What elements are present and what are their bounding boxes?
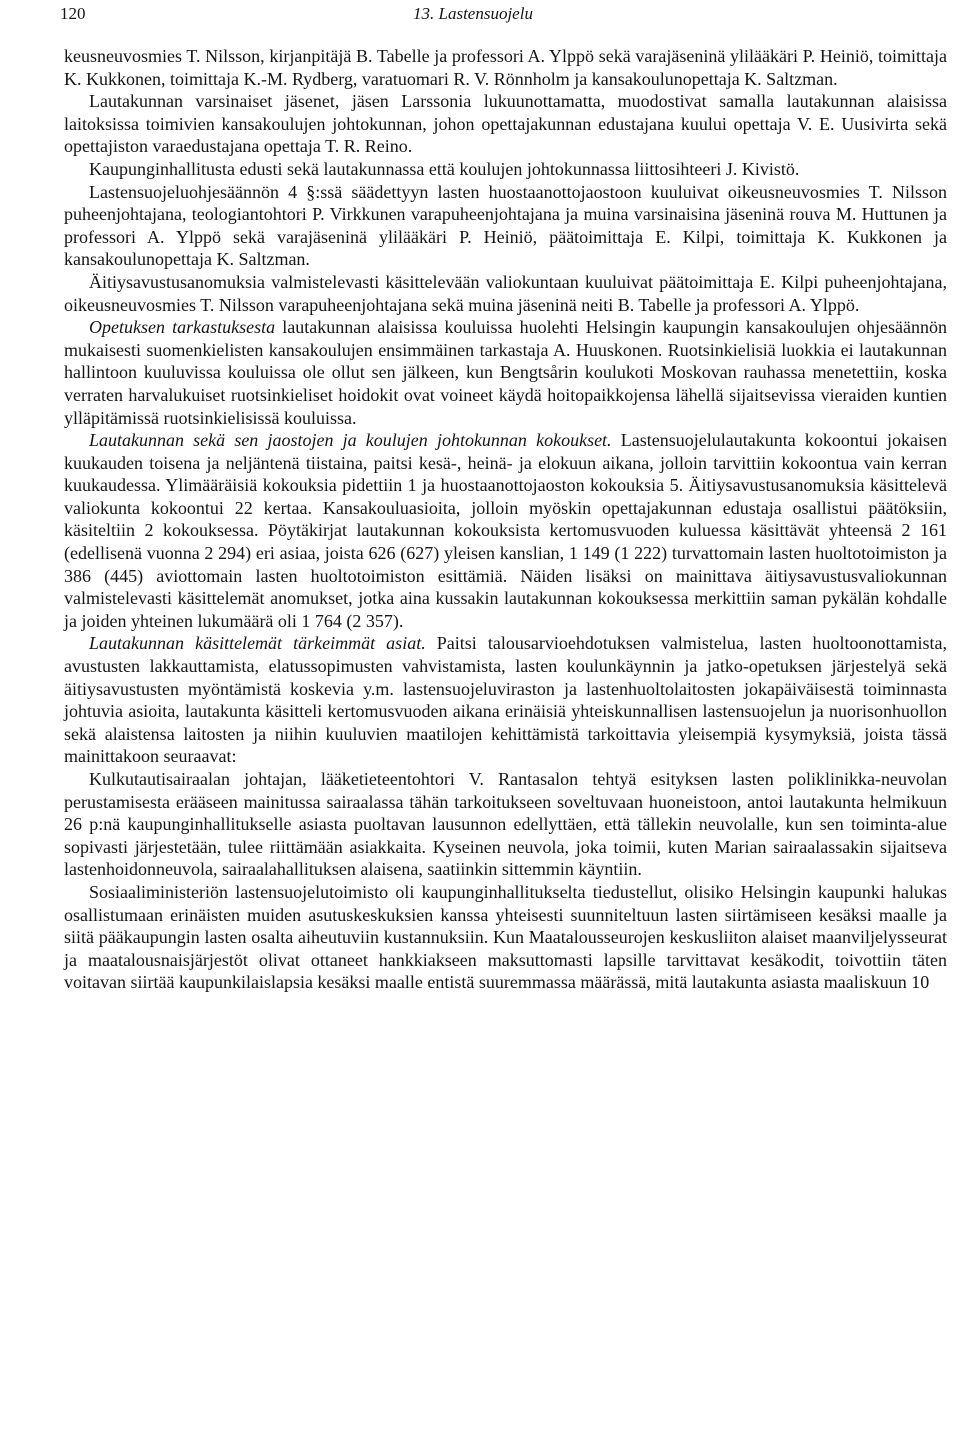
- paragraph-maternity-committee: [64, 271, 947, 316]
- paragraph-clinic: [64, 768, 947, 881]
- body-text: [64, 45, 947, 994]
- paragraph-text: Äitiysavustusanomuksia valmistelevasti käsittelevään valiokuntaan kuuluivat päätoimittaja E. Kilpi puheenjohtajana, oikeusneuvosmies T. Nilsson varapuheenjohtajana sekä muina jäseninä neiti B. Tabelle ja professori A. Ylppö.: [64, 271, 947, 315]
- paragraph-text: lautakunnan alaisissa kouluissa huolehti Helsingin kaupungin kansakoulujen ohjesäännön mukaisesti suomenkielisten kansakoulujen ensimmäinen tarkastaja A. Huuskonen. Ruotsinkielisiä luokkia ei lautakunnan hallintoon kuuluvissa kouluissa ole ollut sen jälkeen, kun Bengtsårin koulukoti Moskovan rauhassa menetettiin, koska verraten harvalukuiset ruotsinkieliset hoidokit ovat voineet käydä hoitopaikkojensa lähellä sijaitsevissa vieraiden kuntien ylläpitämissä ruotsinkielisissä kouluissa.: [64, 317, 948, 428]
- paragraph-main-matters: [64, 632, 947, 768]
- paragraph-custody-section: [64, 181, 947, 271]
- paragraph-teaching-inspection: [64, 316, 947, 429]
- paragraph-lead-heading: Lautakunnan käsittelemät tärkeimmät asiat.: [89, 633, 426, 654]
- paragraph-meetings: [64, 429, 947, 632]
- paragraph-summer-transfer: [64, 881, 947, 994]
- paragraph-committee-members: [64, 45, 947, 90]
- paragraph-text: Paitsi talousarvioehdotuksen valmistelua, lasten huoltoonottamista, avustusten lakkauttamista, elatussopimusten vahvistamista, lasten koulunkäynnin ja jatko-opetuksen järjestelyä sekä äitiysavustusten myöntämistä koskevia y.m. lastensuojeluviraston ja lastenhuoltolaitosten jokapäiväisestä toiminnasta johtuvia asioita, lautakunta käsitteli kertomusvuoden aikana erinäisiä yhteiskunnallisen lastensuojelun ja nuorisonhuollon sekä alaistensa laitosten ja niihin kuuluvien maatilojen kehittämistä tarkoittavia yleisempiä kysymyksiä, joista tässä mainittakoon seuraavat:: [64, 633, 948, 767]
- paragraph-text: Kaupunginhallitusta edusti sekä lautakunnassa että koulujen johtokunnassa liittosihteeri J. Kivistö.: [89, 158, 800, 179]
- running-head: 13. Lastensuojelu: [413, 4, 533, 23]
- paragraph-city-representative: [64, 158, 947, 181]
- paragraph-text: Lastensuojeluohjesäännön 4 §:ssä säädettyyn lasten huostaanottojaostoon kuuluivat oikeusneuvosmies T. Nilsson puheenjohtajana, teologiantohtori P. Virkkunen varapuheenjohtajana ja muina varsinaisina jäseninä rouva M. Huttunen ja professori A. Ylppö sekä varajäseninä ylilääkäri P. Heiniö, päätoimittaja E. Kilpi, toimittaja K. Kukkonen ja kansakoulunopettaja K. Saltzman.: [64, 181, 947, 270]
- paragraph-board-members: [64, 90, 947, 158]
- paragraph-text: Lautakunnan varsinaiset jäsenet, jäsen Larssonia lukuunottamatta, muodostivat samalla lautakunnan alaisissa laitoksissa toimivien kansakoulujen johtokunnan, johon opettajakunnan edustajana kuului opettaja V. E. Uusivirta sekä opettajiston varaedustajana opettaja T. R. Reino.: [64, 91, 947, 157]
- paragraph-text: Lastensuojelulautakunta kokoontui jokaisen kuukauden toisena ja neljäntenä tiistaina, paitsi kesä-, heinä- ja elokuun aikana, jolloin tarvittiin kokoontua vain kerran kuukaudessa. Ylimääräisiä kokouksia pidettiin 1 ja huostaanottojaoston kokouksia 5. Äitiysavustusanomuksia käsittelevä valiokunta kokoontui 22 kertaa. Kansakouluasioita, jolloin myöskin opettajakunnan edustaja osallistui päätöksiin, käsiteltiin 2 kokouksessa. Pöytäkirjat lautakunnan kokouksista kertomusvuoden kuluessa käsittävät yhteensä 2 161 (edellisenä vuonna 2 294) eri asiaa, joista 626 (627) yleisen kanslian, 1 149 (1 222) turvattomain lasten huoltotoimiston ja 386 (445) aviottomain lasten huoltotoimiston esittämiä. Näiden lisäksi on mainittava äitiysavustusvaliokunnan valmistelevasti käsittelemät anomukset, jotka aina kussakin lautakunnan kokouksessa merkittiin saman pykälän kohdalle ja joiden yhteinen lukumäärä oli 1 764 (2 357).: [64, 430, 947, 631]
- paragraph-text: Sosiaaliministeriön lastensuojelutoimisto oli kaupunginhallitukselta tiedustellut, olisiko Helsingin kaupunki halukas osallistumaan erinäisten muiden asutuskeskuksien kanssa yhteisesti suunniteltuun lasten siirtämiseen kesäksi maalle ja siitä pääkaupungin lasten osalta aiheutuviin kustannuksiin. Kun Maatalousseurojen keskusliiton alaiset maanviljelysseurat ja maatalousnaisjärjestöt olivat ottaneet hankkiakseen maksuttomasti lapsille tarvittavat kesäkodit, toivottiin täten voitavan siirtää kaupunkilaislapsia kesäksi maalle entistä suuremmassa määrässä, mitä lautakunta asiasta maaliskuun 10: [64, 881, 947, 993]
- page-header: [60, 4, 942, 28]
- page-number: 120: [60, 4, 86, 23]
- paragraph-text: keusneuvosmies T. Nilsson, kirjanpitäjä B. Tabelle ja professori A. Ylppö sekä varajäseninä ylilääkäri P. Heiniö, toimittaja K. Kukkonen, toimittaja K.-M. Rydberg, varatuomari R. V. Rönnholm ja kansakoulunopettaja K. Saltzman.: [64, 46, 947, 89]
- paragraph-lead-heading: Opetuksen tarkastuksesta: [89, 317, 276, 338]
- paragraph-text: Kulkutautisairaalan johtajan, lääketieteentohtori V. Rantasalon tehtyä esityksen lasten poliklinikka-neuvolan perustamisesta erääseen mainitussa sairaalassa tähän tarkoitukseen soveltuvaan huoneistoon, antoi lautakunta helmikuun 26 p:nä kaupunginhallitukselle asiasta puoltavan lausunnon edellyttäen, että tällekin neuvolalle, kun sen toiminta-alue sopivasti järjestetään, tulee riittämään asiakkaita. Kyseinen neuvola, joka toimii, kuten Marian sairaalassakin sijaitseva lastenhoidonneuvola, sairaalahallituksen alaisena, saatiinkin sittemmin käyntiin.: [64, 769, 947, 880]
- paragraph-lead-heading: Lautakunnan sekä sen jaostojen ja koulujen johtokunnan kokoukset.: [89, 430, 612, 451]
